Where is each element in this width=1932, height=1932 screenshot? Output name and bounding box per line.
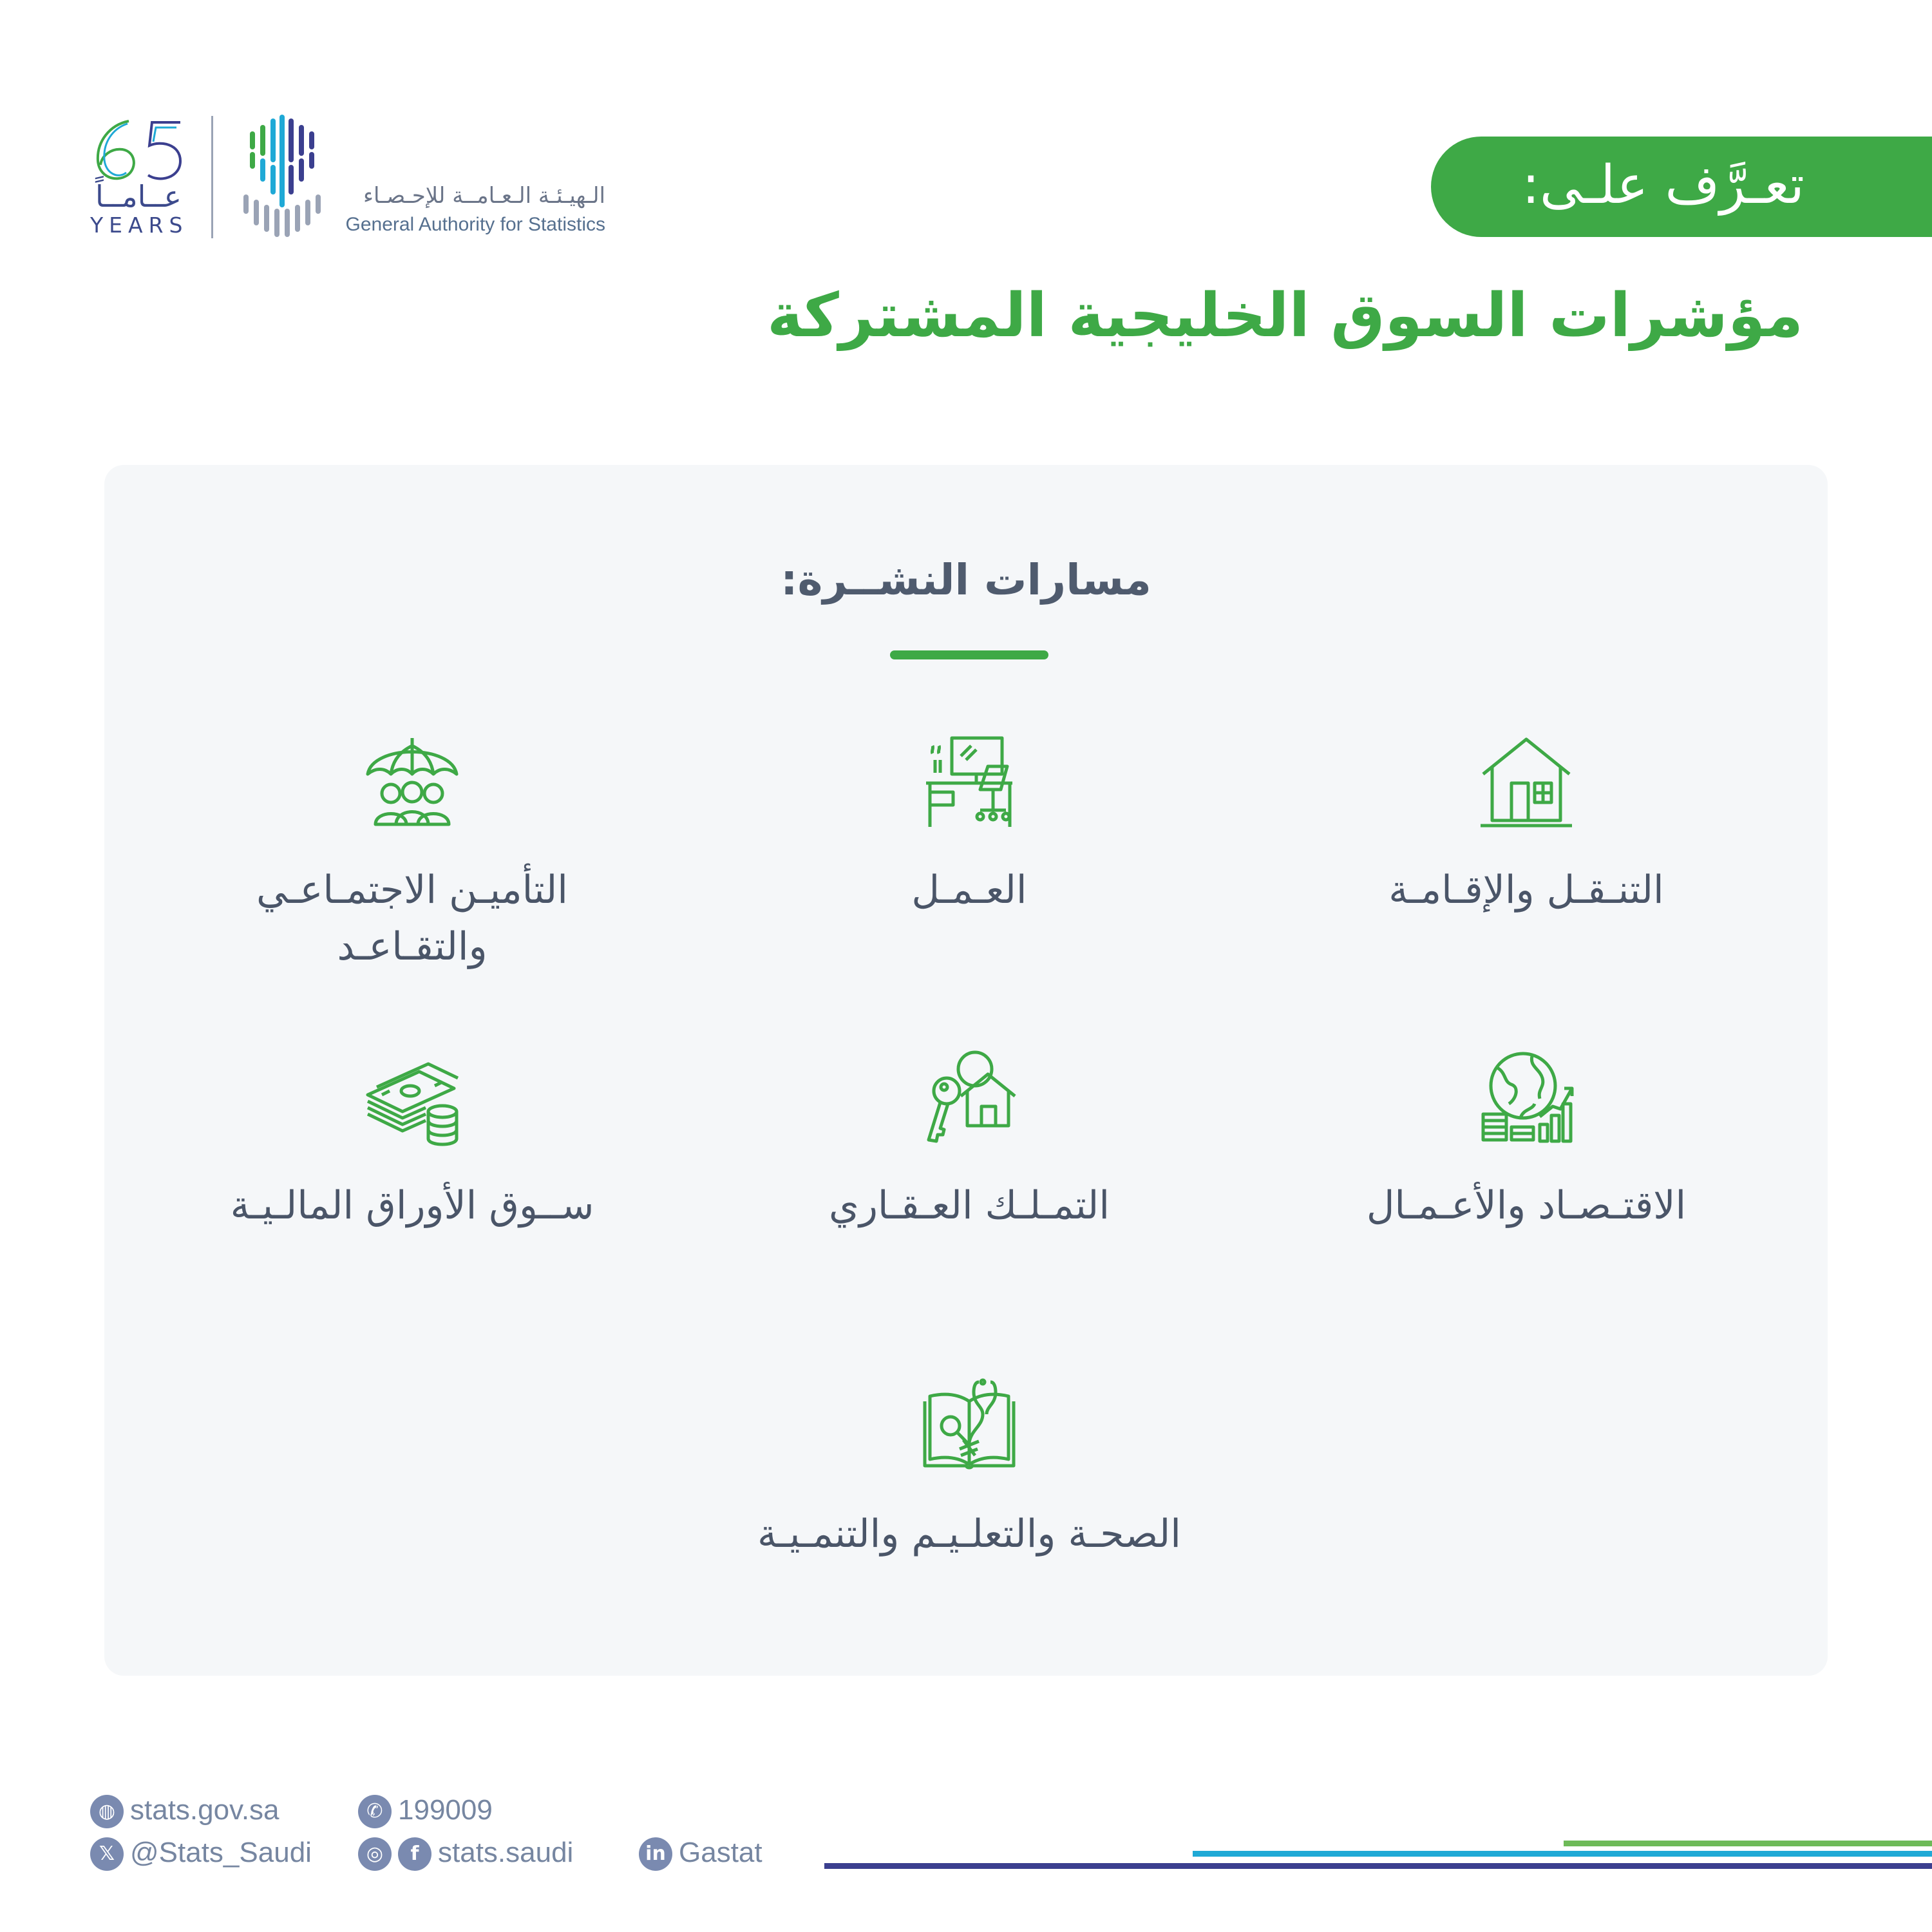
anniversary-65-logo — [90, 116, 193, 245]
globe-icon: ◍ — [90, 1795, 124, 1828]
org-name-english: General Authority for Statistics — [345, 214, 605, 235]
track-label: التنـقـل والإقـامـة — [1388, 867, 1664, 913]
instagram-icon: ◎ — [358, 1837, 392, 1871]
track-health-education — [744, 1378, 1195, 1562]
section-title: مسارات النشــرة: — [781, 555, 1151, 605]
track-label: التأميـن الاجتمـاعـي والتقـاعـد — [256, 867, 568, 969]
track-label: الصحـة والتعلـيـم والتنمـيـة — [757, 1511, 1181, 1557]
money-stack-icon — [364, 1050, 460, 1146]
footer-linkedin-text: Gastat — [679, 1837, 762, 1868]
track-real-estate — [744, 1050, 1195, 1234]
footer-phone[interactable] — [358, 1794, 493, 1828]
house-icon — [1478, 734, 1575, 831]
footer-line-navy — [824, 1863, 1932, 1869]
footer-line-green — [1564, 1841, 1932, 1846]
footer-social-text: stats.saudi — [438, 1837, 574, 1868]
umbrella-people-icon — [364, 734, 460, 831]
gastat-logo-icon — [240, 115, 323, 237]
anniversary-english: YEARS — [90, 213, 189, 238]
house-key-icon — [921, 1050, 1018, 1146]
intro-pill-text: تعـرَّف علـى: — [1522, 155, 1804, 216]
footer-twitter-text: @Stats_Saudi — [130, 1837, 312, 1868]
track-mobility-residence — [1301, 734, 1752, 918]
section-underline — [890, 650, 1048, 659]
footer-social[interactable] — [358, 1837, 573, 1871]
logo-divider — [211, 116, 213, 238]
anniversary-arabic: عــامــاً — [95, 179, 182, 214]
book-stethoscope-icon — [921, 1378, 1018, 1475]
track-social-insurance — [187, 734, 638, 975]
org-name-arabic: الـهيـئـة الـعـامــة للإحـصـاء — [363, 183, 605, 209]
footer-website-text: stats.gov.sa — [130, 1794, 279, 1826]
anniversary-65-mark — [90, 116, 193, 187]
globe-economy-icon — [1478, 1050, 1575, 1146]
footer-linkedin[interactable] — [639, 1837, 762, 1871]
track-label: الاقتـصـاد والأعـمـال — [1366, 1183, 1687, 1228]
footer-phone-text: 199009 — [398, 1794, 493, 1826]
track-labor — [744, 734, 1195, 918]
linkedin-icon: in — [639, 1837, 672, 1871]
page-title: مؤشرات السوق الخليجية المشتركة — [767, 281, 1803, 351]
footer-website[interactable] — [90, 1794, 279, 1828]
track-label: التمـلـك العـقـاري — [828, 1183, 1110, 1228]
footer-line-cyan — [1193, 1851, 1932, 1857]
intro-pill — [1431, 137, 1932, 237]
footer-twitter[interactable] — [90, 1837, 312, 1871]
facebook-icon: f — [398, 1837, 431, 1871]
track-label: العـمـل — [911, 867, 1027, 913]
track-label: ســوق الأوراق المالـيـة — [230, 1183, 594, 1228]
phone-icon: ✆ — [358, 1795, 392, 1828]
office-desk-icon — [921, 734, 1018, 831]
x-icon: 𝕏 — [90, 1837, 124, 1871]
track-securities-market — [187, 1050, 638, 1234]
track-economy-business — [1301, 1050, 1752, 1234]
